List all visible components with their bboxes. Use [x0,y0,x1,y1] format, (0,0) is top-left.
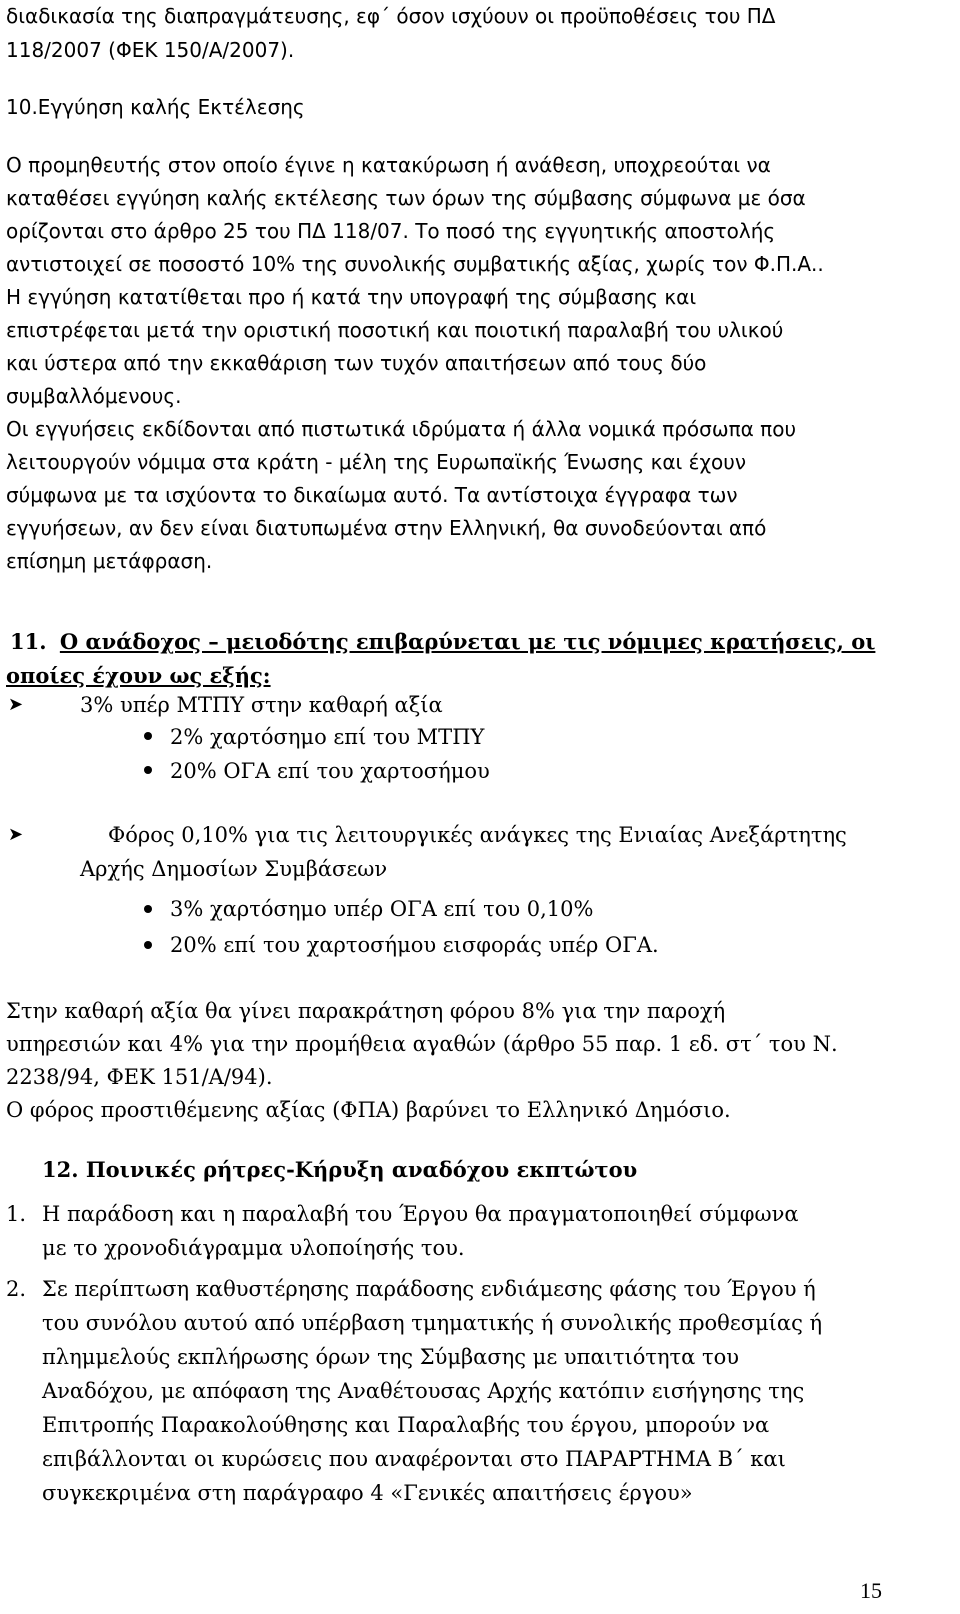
deduction-subitem: 3% χαρτόσημο υπέρ ΟΓΑ επί του 0,10% [170,897,594,921]
section-10-line: Η εγγύηση κατατίθεται προ ή κατά την υπογραφή της σύμβασης και [6,285,697,309]
list-item-line: πλημμελούς εκπλήρωσης όρων της Σύμβασης με υπαιτιότητα του [42,1345,740,1369]
section-10-line: και ύστερα από την εκκαθάριση των τυχόν απαιτήσεων από τους δύο [6,351,707,375]
section-10-line: λειτουργούν νόμιμα στα κράτη - μέλη της Ευρωπαϊκής Ένωσης και έχουν [6,450,747,474]
section-10-line: αντιστοιχεί σε ποσοστό 10% της συνολικής συμβατικής αξίας, χωρίς τον Φ.Π.Α.. [6,252,824,276]
bullet-icon [144,732,152,740]
section-10-line: εγγυήσεων, αν δεν είναι διατυπωμένα στην Ελληνική, θα συνοδεύονται από [6,516,767,540]
section-10-line: Οι εγγυήσεις εκδίδονται από πιστωτικά ιδρύματα ή άλλα νομικά πρόσωπα που [6,417,797,441]
intro-line: 118/2007 (ΦΕΚ 150/Α/2007). [6,38,295,62]
section-10-line: Ο προμηθευτής στον οποίο έγινε η κατακύρωση ή ανάθεση, υποχρεούται να [6,153,771,177]
bullet-icon [144,766,152,774]
deduction-item-cont: Αρχής Δημοσίων Συμβάσεων [80,857,388,881]
deduction-item: Φόρος 0,10% για τις λειτουργικές ανάγκες της Ενιαίας Ανεξάρτητης [108,823,847,847]
arrow-bullet-icon: ➤ [8,824,24,845]
bullet-icon [144,905,152,913]
list-item-line: του συνόλου αυτού από υπέρβαση τμηματικής ή συνολικής προθεσμίας ή [42,1311,823,1335]
list-item-line: επιβάλλονται οι κυρώσεις που αναφέρονται στο ΠΑΡΑΡΤΗΜΑ Β΄ και [42,1447,786,1471]
section-10-line: καταθέσει εγγύηση καλής εκτέλεσης των όρων της σύμβασης σύμφωνα με όσα [6,186,806,210]
section-10-line: επιστρέφεται μετά την οριστική ποσοτική και ποιοτική παραλαβή του υλικού [6,318,784,342]
tax-line: Ο φόρος προστιθέμενης αξίας (ΦΠΑ) βαρύνει το Ελληνικό Δημόσιο. [6,1098,731,1122]
section-11-heading-cont: οποίες έχουν ως εξής: [6,663,271,688]
deduction-subitem: 20% ΟΓΑ επί του χαρτοσήμου [170,759,490,783]
tax-line: Στην καθαρή αξία θα γίνει παρακράτηση φόρου 8% για την παροχή [6,999,726,1023]
list-item-line: Αναδόχου, με απόφαση της Αναθέτουσας Αρχής κατόπιν εισήγησης της [42,1379,805,1403]
intro-line: διαδικασία της διαπραγμάτευσης, εφ΄ όσον ισχύουν οι προϋποθέσεις του ΠΔ [6,4,776,28]
list-item-line: συγκεκριμένα στη παράγραφο 4 «Γενικές απαιτήσεις έργου» [42,1481,693,1505]
section-10-line: επίσημη μετάφραση. [6,549,213,573]
list-item-line: Επιτροπής Παρακολούθησης και Παραλαβής του έργου, μπορούν να [42,1413,770,1437]
list-item-line: με το χρονοδιάγραμμα υλοποίησής του. [42,1236,465,1260]
list-item-line: Σε περίπτωση καθυστέρησης παράδοσης ενδιάμεσης φάσης του Έργου ή [42,1277,816,1301]
bullet-icon [144,941,152,949]
list-number: 2. [6,1277,27,1301]
tax-line: 2238/94, ΦΕΚ 151/Α/94). [6,1065,273,1089]
list-number: 1. [6,1202,27,1226]
deduction-subitem: 20% επί του χαρτοσήμου εισφοράς υπέρ ΟΓΑ. [170,933,659,957]
list-item-line: Η παράδοση και η παραλαβή του Έργου θα πραγματοποιηθεί σύμφωνα [42,1202,799,1226]
section-10-heading: 10.Εγγύηση καλής Εκτέλεσης [6,95,305,119]
section-10-line: ορίζονται στο άρθρο 25 του ΠΔ 118/07. Το ποσό της εγγυητικής αποστολής [6,219,776,243]
section-12-heading: 12. Ποινικές ρήτρες-Κήρυξη αναδόχου εκπτώτου [42,1157,638,1182]
deduction-subitem: 2% χαρτόσημο επί του ΜΤΠΥ [170,725,485,749]
deduction-item: 3% υπέρ ΜΤΠΥ στην καθαρή αξία [80,693,443,717]
section-10-line: συμβαλλόμενους. [6,384,182,408]
tax-line: υπηρεσιών και 4% για την προμήθεια αγαθών (άρθρο 55 παρ. 1 εδ. στ΄ του Ν. [6,1032,838,1056]
page-number: 15 [860,1578,882,1603]
section-10-line: σύμφωνα με τα ισχύοντα το δικαίωμα αυτό. Τα αντίστοιχα έγγραφα των [6,483,738,507]
section-11-heading: 11. Ο ανάδοχος – μειοδότης επιβαρύνεται με τις νόμιμες κρατήσεις, οι [10,629,876,654]
arrow-bullet-icon: ➤ [8,694,24,715]
